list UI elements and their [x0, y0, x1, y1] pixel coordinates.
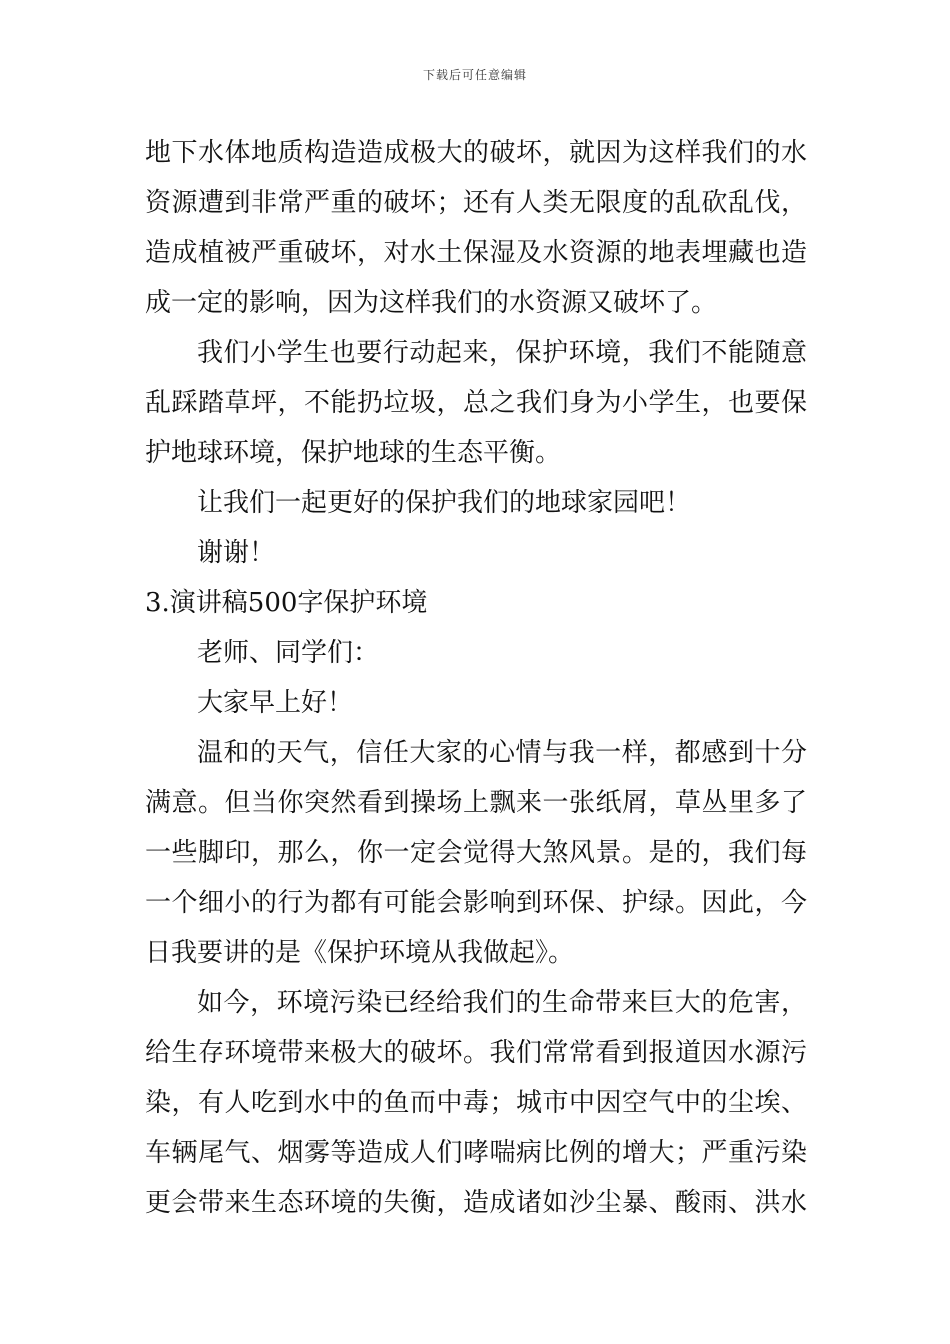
text-line: 我们小学生也要行动起来，保护环境，我们不能随意 — [197, 338, 807, 368]
text-line: 满意。但当你突然看到操场上飘来一张纸屑，草丛里多了 — [145, 788, 807, 818]
text-line: 车辆尾气、烟雾等造成人们哮喘病比例的增大；严重污染 — [145, 1138, 807, 1168]
text-line: 如今，环境污染已经给我们的生命带来巨大的危害， — [197, 988, 807, 1018]
text-line: 日我要讲的是《保护环境从我做起》。 — [145, 938, 575, 968]
text-line: 谢谢！ — [197, 538, 276, 568]
text-line: 染，有人吃到水中的鱼而中毒；城市中因空气中的尘埃、 — [145, 1088, 807, 1118]
text-line: 给生存环境带来极大的破坏。我们常常看到报道因水源污 — [145, 1038, 807, 1068]
text-line: 一些脚印，那么，你一定会觉得大煞风景。是的，我们每 — [145, 838, 807, 868]
text-line: 大家早上好！ — [197, 688, 354, 718]
text-line: 造成植被严重破坏，对水土保湿及水资源的地表埋藏也造 — [145, 238, 807, 268]
document-body — [145, 128, 807, 1228]
text-line: 3.演讲稿500字保护环境 — [145, 588, 428, 618]
page-header: 下载后可任意编辑 — [422, 68, 527, 82]
text-line: 成一定的影响，因为这样我们的水资源又破坏了。 — [145, 288, 718, 318]
text-line: 让我们一起更好的保护我们的地球家园吧！ — [197, 488, 692, 518]
text-line: 护地球环境，保护地球的生态平衡。 — [145, 438, 562, 468]
text-line: 老师、同学们： — [197, 638, 380, 668]
text-line: 乱踩踏草坪，不能扔垃圾，总之我们身为小学生，也要保 — [145, 388, 807, 418]
text-line: 资源遭到非常严重的破坏；还有人类无限度的乱砍乱伐， — [145, 188, 807, 218]
text-line: 地下水体地质构造造成极大的破坏，就因为这样我们的水 — [145, 138, 807, 168]
text-line: 更会带来生态环境的失衡，造成诸如沙尘暴、酸雨、洪水 — [145, 1188, 807, 1218]
text-line: 温和的天气，信任大家的心情与我一样，都感到十分 — [197, 738, 807, 768]
text-line: 一个细小的行为都有可能会影响到环保、护绿。因此，今 — [145, 888, 807, 918]
